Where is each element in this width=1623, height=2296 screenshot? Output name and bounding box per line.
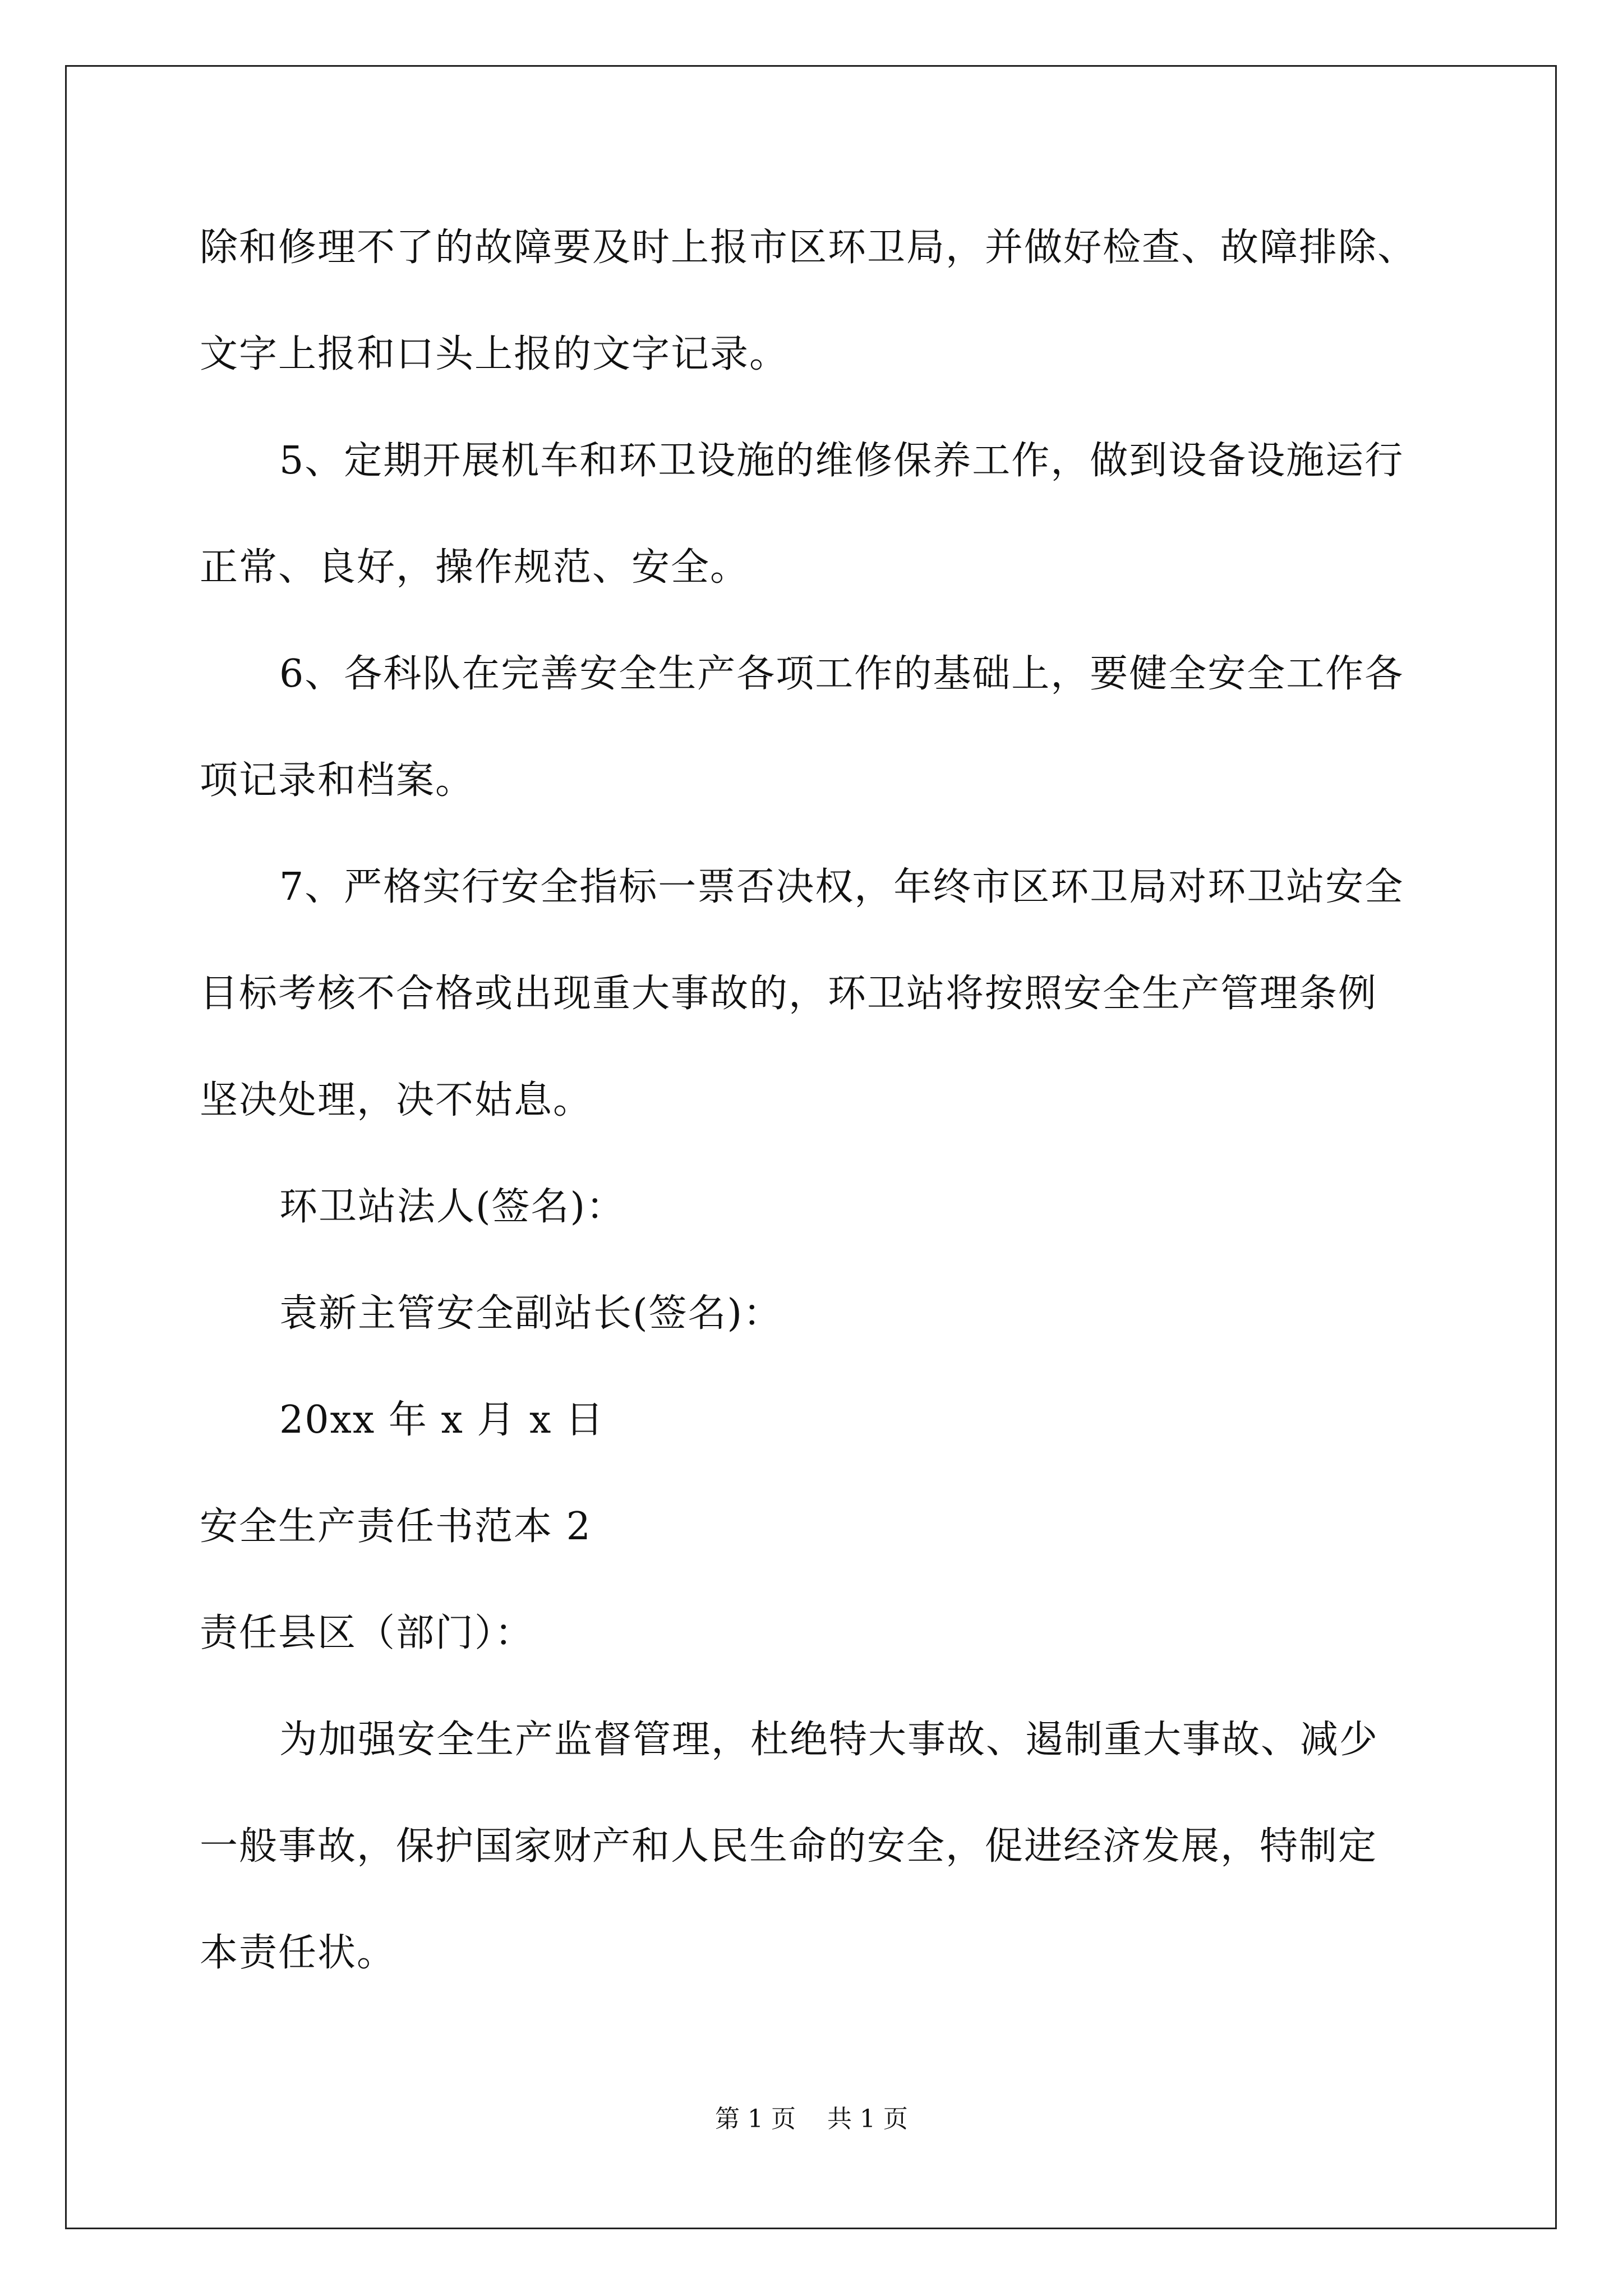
text-line: 正常、良好，操作规范、安全。 <box>200 545 750 590</box>
text-line: 本责任状。 <box>200 1931 396 1975</box>
text-line: 坚决处理，决不姑息。 <box>200 1078 593 1122</box>
page-frame <box>65 65 1557 2229</box>
text-line: 7、严格实行安全指标一票否决权，年终市区环卫局对环卫站安全 <box>279 865 1404 909</box>
text-line: 文字上报和口头上报的文字记录。 <box>200 332 789 376</box>
text-line: 为加强安全生产监督管理，杜绝特大事故、遏制重大事故、减少 <box>279 1718 1379 1762</box>
signature-line-legal-person: 环卫站法人(签名)： <box>279 1185 626 1229</box>
signature-line-deputy: 袁新主管安全副站长(签名)： <box>279 1291 783 1336</box>
date-line: 20xx 年 x 月 x 日 <box>279 1398 605 1442</box>
text-line: 5、定期开展机车和环卫设施的维修保养工作，做到设备设施运行 <box>279 439 1404 483</box>
addressee-line: 责任县区（部门）： <box>200 1611 534 1655</box>
text-line: 一般事故，保护国家财产和人民生命的安全，促进经济发展，特制定 <box>200 1824 1378 1869</box>
text-line: 项记录和档案。 <box>200 758 475 803</box>
text-line: 除和修理不了的故障要及时上报市区环卫局，并做好检查、故障排除、 <box>200 226 1417 270</box>
section-title: 安全生产责任书范本 2 <box>200 1504 592 1549</box>
page-number-footer: 第 1 页 共 1 页 <box>715 2105 908 2133</box>
text-line: 6、各科队在完善安全生产各项工作的基础上，要健全安全工作各 <box>279 652 1404 696</box>
text-line: 目标考核不合格或出现重大事故的，环卫站将按照安全生产管理条例 <box>200 972 1378 1016</box>
